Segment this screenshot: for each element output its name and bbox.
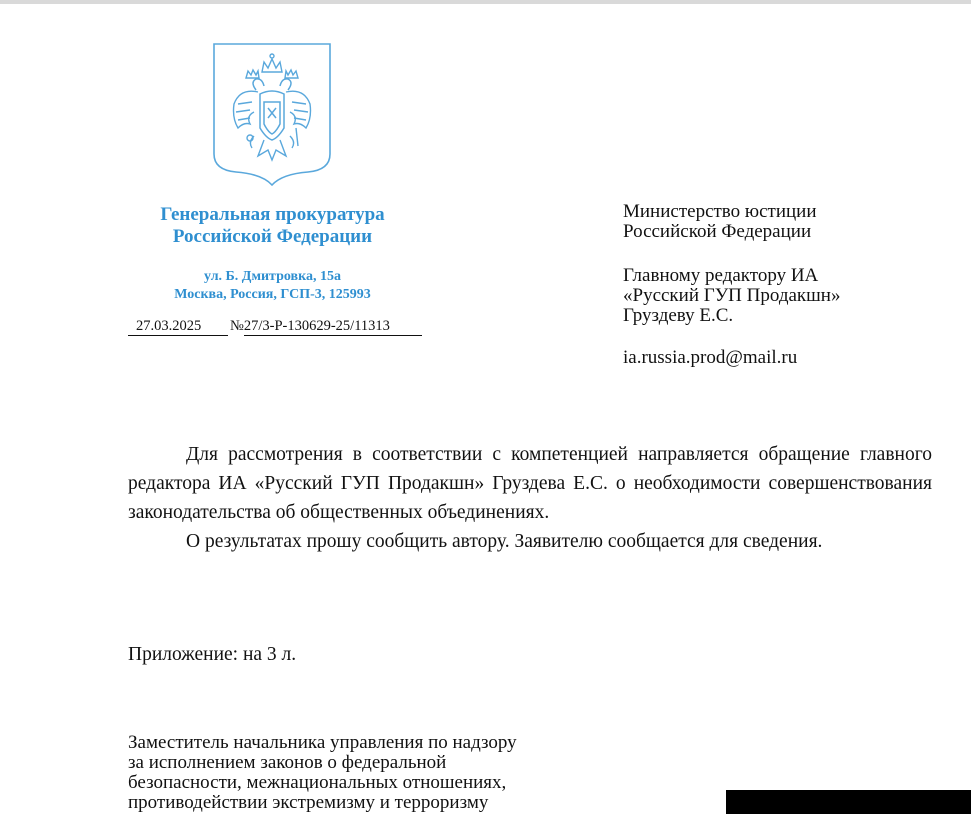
outgoing-number: 27/3-Р-130629-25/11313	[244, 318, 422, 336]
recipient-addressee-line1: Главному редактору ИА	[623, 265, 819, 286]
recipient-addressee-line2: «Русский ГУП Продакшн»	[623, 285, 841, 306]
recipient-ministry-line2: Российской Федерации	[623, 221, 812, 242]
signatory-line3: безопасности, межнациональных отношениях,	[128, 772, 507, 793]
signatory-line2: за исполнением законов о федеральной	[128, 752, 447, 773]
letter-body	[128, 440, 932, 556]
sender-org-line2: Российской Федерации	[172, 226, 373, 247]
body-paragraph-2: О результатах прошу сообщить автору. Заявителю сообщается для сведения.	[186, 531, 823, 552]
sender-address-line1: ул. Б. Дмитровка, 15а	[204, 269, 341, 284]
body-paragraph-1: Для рассмотрения в соответствии с компетенцией направляется обращение главного редактора ИА «Русский ГУП Продакшн» Груздева Е.С. о необходимости совершенствования законодательства об общественных объединениях.	[128, 444, 932, 523]
russian-coat-of-arms-icon	[212, 42, 332, 186]
outgoing-reference	[128, 318, 422, 336]
sender-org-line1: Генеральная прокуратура	[160, 204, 385, 225]
sender-org-name	[110, 204, 435, 248]
redacted-signature	[726, 790, 971, 814]
number-sign: №	[230, 318, 244, 334]
sender-block	[110, 204, 435, 304]
recipient-ministry-line1: Министерство юстиции	[623, 201, 817, 222]
signatory-line4: противодействии экстремизму и терроризму	[128, 792, 489, 813]
sender-address	[110, 268, 435, 304]
signatory-title	[128, 733, 628, 813]
recipient-block	[623, 202, 953, 368]
attachment-note: Приложение: на 3 л.	[128, 644, 297, 665]
outgoing-date: 27.03.2025	[128, 318, 228, 336]
sender-address-line2: Москва, Россия, ГСП-3, 125993	[174, 287, 371, 302]
recipient-email: ia.russia.prod@mail.ru	[623, 347, 798, 368]
recipient-addressee-line3: Груздеву Е.С.	[623, 305, 734, 326]
viewer-top-border	[0, 0, 971, 4]
signatory-line1: Заместитель начальника управления по надзору	[128, 732, 517, 753]
